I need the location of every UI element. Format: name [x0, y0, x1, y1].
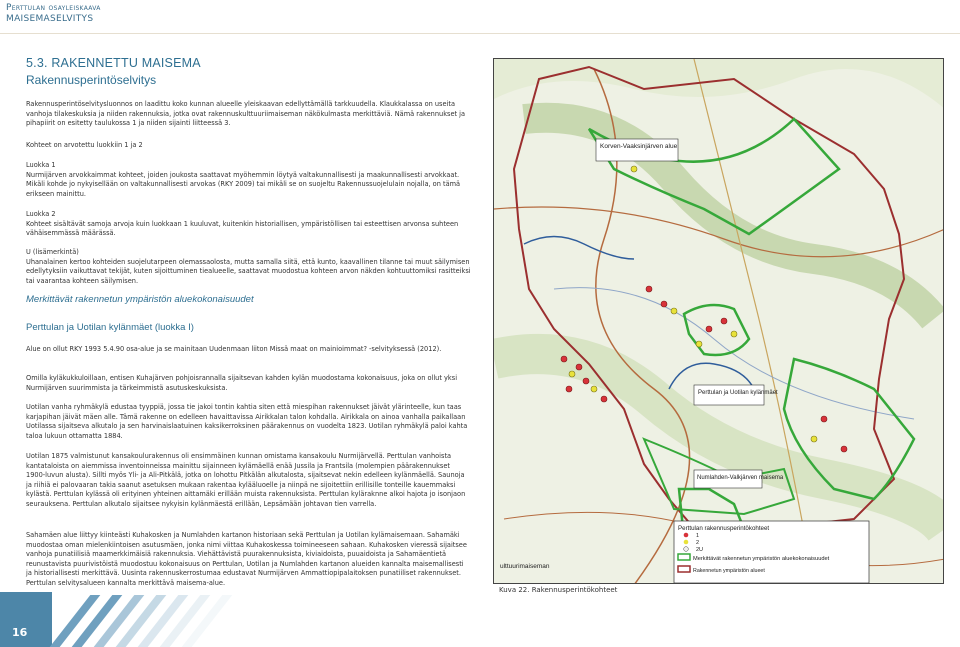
- class-2-text: Luokka 2 Kohteet sisältävät samoja arvoja kuin luokkaan 1 kuuluvat, kuitenkin historiallisen, ympäristöllisen tai esteettisen arvonsa suhteen vähäisemmässä määrässä.: [26, 210, 459, 237]
- section-subtitle: Rakennusperintöselvitys: [26, 73, 157, 87]
- u-marker-text: U (lisämerkintä) Uhanalainen kertoo kohteiden suojelutarpeen olemassaolosta, mutta samalla siitä, että kunto, kaavallinen tilanne tai muut säilymisen edellytyksiin vaikuttavat tekijät, kuten sijoittuminen tiealueelle, saattavat muodostua kohteen arvon näkden kohtuuttomiksi rasitteiksi tai vaarantaa kohteen säilymisen.: [26, 248, 471, 285]
- body-hills: Omilla kyläkukkuloillaan, entisen Kuhajärven pohjoisrannalla sijaitsevan kahden kylän muodostama kokonaisuus, joka on ollut yksi Nurmijärven suurimmista ja tärkeimmistä asutuskeskuksista.: [26, 374, 458, 392]
- legend-title: Perttulan rakennusperintökohteet: [678, 525, 770, 532]
- header-divider: [0, 33, 960, 34]
- legend-item-2u: 2U: [696, 547, 704, 553]
- legend-area: Merkittävät rakennetun ympäristön aluekokonaisuudet: [693, 556, 830, 562]
- heading-perttula: Perttulan ja Uotilan kylänmäet (luokka I): [26, 322, 194, 333]
- body-school: Uotilan 1875 valmistunut kansakoulurakennus oli ensimmäinen kunnan omistama kansakoulu Nurmijärvellä. Perttulan vanhoista kantataloista on aiemmissa inventoinneissa mainittu sijainneen kylämäellä enää Jussila ja Frantsila (molempien päärakennukset 1900-luvun alusta). Sillti myös Yli- ja Ali-Pitkälä, jotka on lohottu Pitkälän alkutalosta, sijaitsevat nekin edelleen kylänmäellä. Saunoja ja riihiä ei palovaaran takia saanut asetuksen mukaan rakentaa kylääluoelle ja niinpä ne sijoitettiin erillisille tonteille kauemmaksi kylästä. Perttulan kylässä oli erityinen yhteinen aittamäki erillään muista rakennuksista. Perttulan kyläraknne alkoi hajota jo isonjaon seurauksena. Perttulan alkutalo sijaitsee nykyisin kylänmäestä erillään, Lepsämään johtavan tien varrella.: [26, 452, 466, 508]
- header-line1: Perttulan osayleiskaava: [6, 3, 101, 13]
- map-graphic: [494, 59, 944, 584]
- running-header: [6, 3, 101, 25]
- legend-item-1: 1: [696, 533, 700, 539]
- map-label-culture: ulttuurimaiseman: [500, 563, 550, 570]
- legend-area2: Rakennetun ympäristön alueet: [693, 568, 765, 574]
- heritage-map: [493, 58, 944, 584]
- legend-item-2: 2: [696, 540, 700, 546]
- class-intro: Kohteet on arvotettu luokkiin 1 ja 2: [26, 141, 143, 149]
- heading-areas: Merkittävät rakennetun ympäristön aluekokonaisuudet: [26, 294, 254, 305]
- class-1-text: Luokka 1 Nurmijärven arvokkaimmat kohteet, joiden joukosta saattavat myöhemmin löytyä valtakunnallisesti ja maakunnallisesti arvokkaat. Mikäli kohde jo nykyisellään on valtakunnallisesti arvokas (RKY 2009) tai mikäli se on suojeltu Rakennussuojelulain nojalla, on tämä erikseen mainittu.: [26, 161, 461, 198]
- map-label-perttula: Perttulan ja Uotilan kylänmäet: [698, 390, 778, 396]
- body-sahamaki: Sahamäen alue liittyy kiinteästi Kuhakosken ja Numlahden kartanon historiaan sekä Perttulan ja Uotilan kylämaisemaan. Sahamäki muodostaa oman mielenkiintoisen asutusmäen, jonka nimi viittaa Kuhakoskessa toimineeseen sahaan. Kuhakosken vieressä sijaitsee vanhoja punatiilisiä maamerkkimäisiä rakennuksia. Viehättävistä puurakennuksista, kiviaidoista, puuaidoista ja Sahamäentietä reunustavista puurivistöistä muodostuu kokonaisuus on Perttulan, Uotilan ja Numlahden kartanon alueiden kannalta maisemallisesti ja historiallisesti merkittävä. Uusinta rakennuskerrostumaa edustavat Nurmijärven Ammattiopipalaitoksen punatiiliset rakennukset. Perttulan selvitysalueen kannalta merkittävä maisema-alue.: [26, 531, 467, 587]
- figure-caption: Kuva 22. Rakennusperintökohteet: [499, 586, 618, 594]
- section-title: 5.3. RAKENNETTU MAISEMA: [26, 56, 201, 70]
- header-line2: MAISEMASELVITYS: [6, 14, 94, 24]
- map-label-numlahti: Numlahden-Valkjärven maisema: [697, 475, 784, 481]
- intro-paragraph: Rakennusperintöselvitysluonnos on laadittu koko kunnan alueelle yleiskaavan edellyttämällä tarkkuudella. Klaukkalassa on useita vanhoja tilakeskuksia ja niiden rakennuksia, jotka ovat rakennuskulttuuriimaiseman näkökulmasta merkittäviä. Nämä rakennukset ja pihapiirit on esitetty taulukossa 1 ja niiden sijainti liitteessä 3.: [26, 100, 466, 127]
- map-label-korvi: Korven-Vaaksinjärven alue: [600, 143, 678, 150]
- body-rky: Alue on ollut RKY 1993 5.4.90 osa-alue ja se mainitaan Uudenmaan liiton Missä maat on mainioimmat? -selvityksessä (2012).: [26, 345, 442, 353]
- body-uotila: Uotilan vanha ryhmäkylä edustaa tyyppiä, jossa tie jakoi tontin kahtia siten että miespihan rakennukset jäivät ylärinteelle, kun taas karjapihan jäivät mäen alle. Tämä rakenne on edelleen havaittavissa Airikkalan talon kohdalla. Airikkala on ainoa vanhalla paikallaan Uotilassa sijaitseva alkutalo ja sen harvinaislaatuinen kaksikerroksinen päärakennus on vuodelta 1823. Uotilan ryhmäkylä paloi kahta taloa lukuun ottamatta 1884.: [26, 403, 468, 440]
- page-number: 16: [12, 626, 28, 639]
